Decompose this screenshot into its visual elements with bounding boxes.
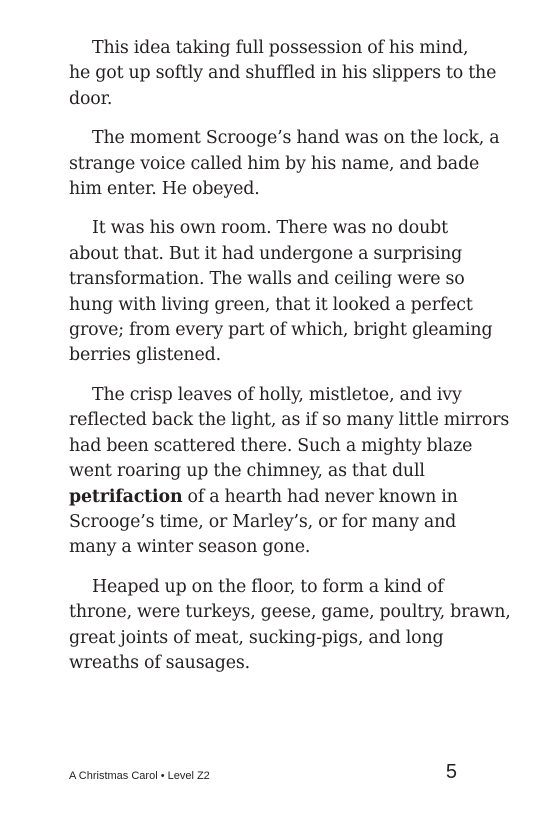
text-line: wreaths of sausages. (69, 652, 250, 673)
text-line: great joints of meat, sucking-pigs, and long (69, 627, 444, 648)
paragraph-3 (69, 216, 493, 368)
footer-book-title: A Christmas Carol • Level Z2 (69, 770, 210, 782)
text-line: about that. But it had undergone a surprising (69, 243, 463, 264)
paragraph-1 (69, 36, 497, 112)
text-line: The moment Scrooge’s hand was on the lock, a (92, 128, 500, 149)
text-line: It was his own room. There was no doubt (92, 218, 448, 239)
text-line: This idea taking full possession of his mind, (92, 38, 469, 58)
text-line: The crisp leaves of holly, mistletoe, and ivy (92, 384, 462, 405)
paragraph-5 (69, 575, 511, 677)
text-line: throne, were turkeys, geese, game, poultry, brawn, (69, 602, 511, 623)
text-line: grove; from every part of which, bright gleaming (69, 320, 493, 341)
text-line: went roaring up the chimney, as that dull (69, 461, 425, 482)
page-footer (69, 760, 457, 784)
paragraph-2 (69, 126, 500, 202)
text-line: he got up softly and shuffled in his slippers to the (69, 63, 497, 84)
text-line: transformation. The walls and ceiling were so (69, 269, 465, 290)
text-line-with-vocabulary (69, 485, 469, 510)
text-line: him enter. He obeyed. (69, 179, 260, 200)
text-line: berries glistened. (69, 345, 221, 366)
text-line: hung with living green, that it looked a perfect (69, 294, 473, 315)
text-line: reflected back the light, as if so many little mirrors (69, 410, 510, 431)
vocabulary-word: petrifaction (69, 486, 183, 507)
text-line: many a winter season gone. (69, 537, 311, 558)
page-number: 5 (445, 761, 457, 783)
paragraph-4 (69, 383, 510, 561)
text-line: Heaped up on the floor, to form a kind of (92, 576, 444, 597)
text-line: door. (69, 88, 113, 109)
text-line: Scrooge’s time, or Marley’s, or for many and (69, 511, 457, 532)
text-line: had been scattered there. Such a mighty blaze (69, 435, 473, 456)
page-body-text (69, 36, 511, 690)
text-line: strange voice called him by his name, and bade (69, 153, 480, 174)
text-fragment: of a hearth had never known in (187, 486, 458, 507)
